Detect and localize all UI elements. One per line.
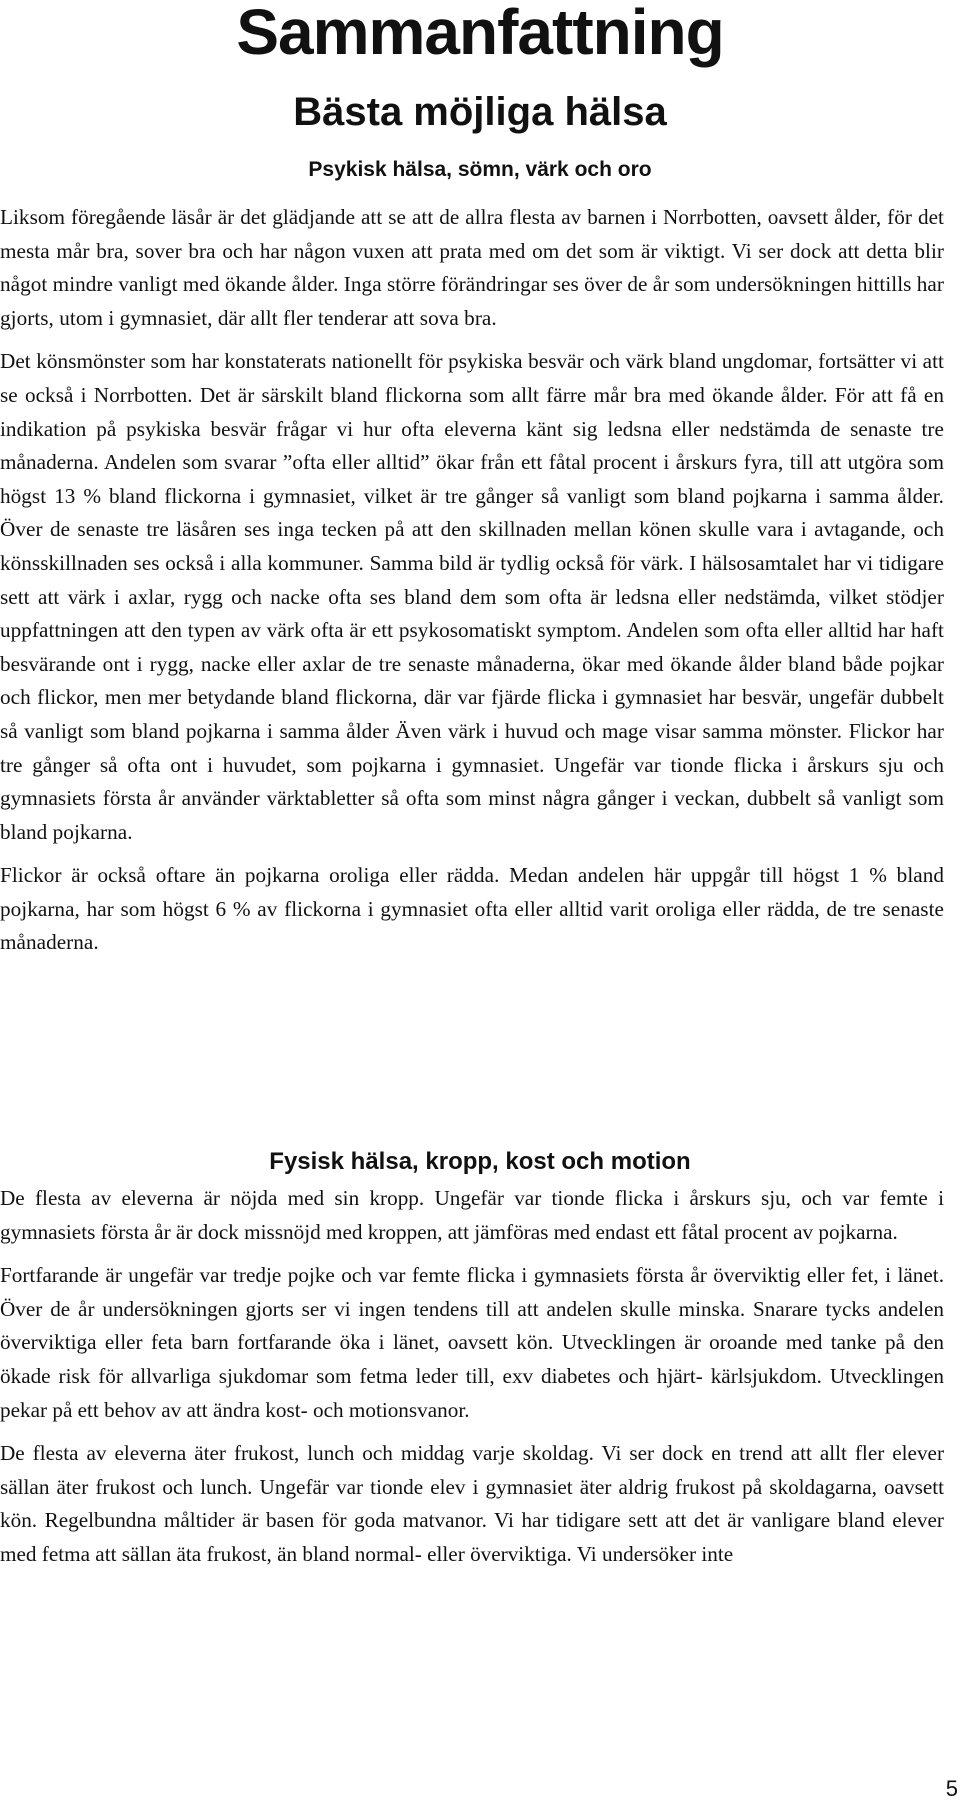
page-subtitle: Bästa möjliga hälsa — [293, 90, 667, 134]
section-body-psykisk-halsa — [0, 201, 944, 970]
page-title: Sammanfattning — [236, 0, 724, 68]
paragraph: Flickor är också oftare än pojkarna oroliga eller rädda. Medan andelen här uppgår till högst 1 % bland pojkarna, har som högst 6 % av flickorna i gymnasiet ofta eller alltid varit oroliga eller rädda, de tre senaste månaderna. — [0, 863, 944, 955]
page-number: 5 — [945, 1776, 958, 1801]
section-heading-psykisk-halsa: Psykisk hälsa, sömn, värk och oro — [308, 158, 652, 181]
paragraph: Det könsmönster som har konstaterats nationellt för psykiska besvär och värk bland ungdomar, fortsätter vi att se också i Norrbotten. Det är särskilt bland flickorna som allt färre mår bra med ökande ålder. För att få en indikation på psykiska besvär frågar vi hur ofta eleverna känt sig ledsna eller nedstämda de senaste tre månaderna. Andelen som svarar ”ofta eller alltid” ökar från ett fåtal procent i årskurs fyra, till att utgöra som högst 13 % bland flickorna i gymnasiet, vilket är tre gånger så vanligt som bland pojkarna i samma ålder. Över de senaste tre läsåren ses inga tecken på att den skillnaden mellan könen skulle vara i avtagande, och könsskillnaden ses också i alla kommuner. Samma bild är tydlig också för värk. I hälsosamtalet har vi tidigare sett att värk i axlar, rygg och nacke ofta ses bland dem som ofta är ledsna eller nedstämda, vilket stödjer uppfattningen att den typen av värk ofta är ett psykosomatiskt symptom. Andelen som ofta eller alltid har haft besvärande ont i rygg, nacke eller axlar de tre senaste månaderna, ökar med ökande ålder bland både pojkar och flickor, men mer betydande bland flickorna, där var fjärde flicka i gymnasiet har besvär, ungefär dubbelt så vanligt som bland pojkarna i samma ålder Även värk i huvud och mage visar samma mönster. Flickor har tre gånger så ofta ont i huvudet, som pojkarna i gymnasiet. Ungefär var tionde flicka i årskurs sju och gymnasiets första år använder värktabletter så ofta som minst några gånger i veckan, dubbelt så vanligt som bland pojkarna. — [0, 349, 944, 844]
section-body-fysisk-halsa — [0, 1182, 944, 1582]
paragraph: Fortfarande är ungefär var tredje pojke och var femte flicka i gymnasiets första år överviktig eller fet, i länet. Över de år undersökningen gjorts ser vi ingen tendens till att andelen skulle minska. Snarare tycks andelen överviktiga eller feta barn fortfarande öka i länet, oavsett kön. Utvecklingen är oroande med tanke på den ökade risk för allvarliga sjukdomar som fetma leder till, exv diabetes och hjärt- kärlsjukdom. Utvecklingen pekar på ett behov av att ändra kost- och motionsvanor. — [0, 1263, 944, 1422]
section-heading-fysisk-halsa: Fysisk hälsa, kropp, kost och motion — [269, 1148, 691, 1175]
paragraph: De flesta av eleverna är nöjda med sin kropp. Ungefär var tionde flicka i årskurs sju, och var femte i gymnasiets första år är dock missnöjd med kroppen, att jämföras med endast ett fåtal procent av pojkarna. — [0, 1186, 944, 1244]
paragraph: De flesta av eleverna äter frukost, lunch och middag varje skoldag. Vi ser dock en trend att allt fler elever sällan äter frukost och lunch. Ungefär var tionde elev i gymnasiet äter aldrig frukost på skoldagarna, oavsett kön. Regelbundna måltider är basen för goda matvanor. Vi har tidigare sett att det är vanligare bland elever med fetma att sällan äta frukost, än bland normal- eller överviktiga. Vi undersöker inte — [0, 1441, 944, 1566]
paragraph: Liksom föregående läsår är det glädjande att se att de allra flesta av barnen i Norrbotten, oavsett ålder, för det mesta mår bra, sover bra och har någon vuxen att prata med om det som är viktigt. Vi ser dock att detta blir något mindre vanligt med ökande ålder. Inga större förändringar ses över de år som undersökningen hittills har gjorts, utom i gymnasiet, där allt fler tenderar att sova bra. — [0, 205, 944, 330]
